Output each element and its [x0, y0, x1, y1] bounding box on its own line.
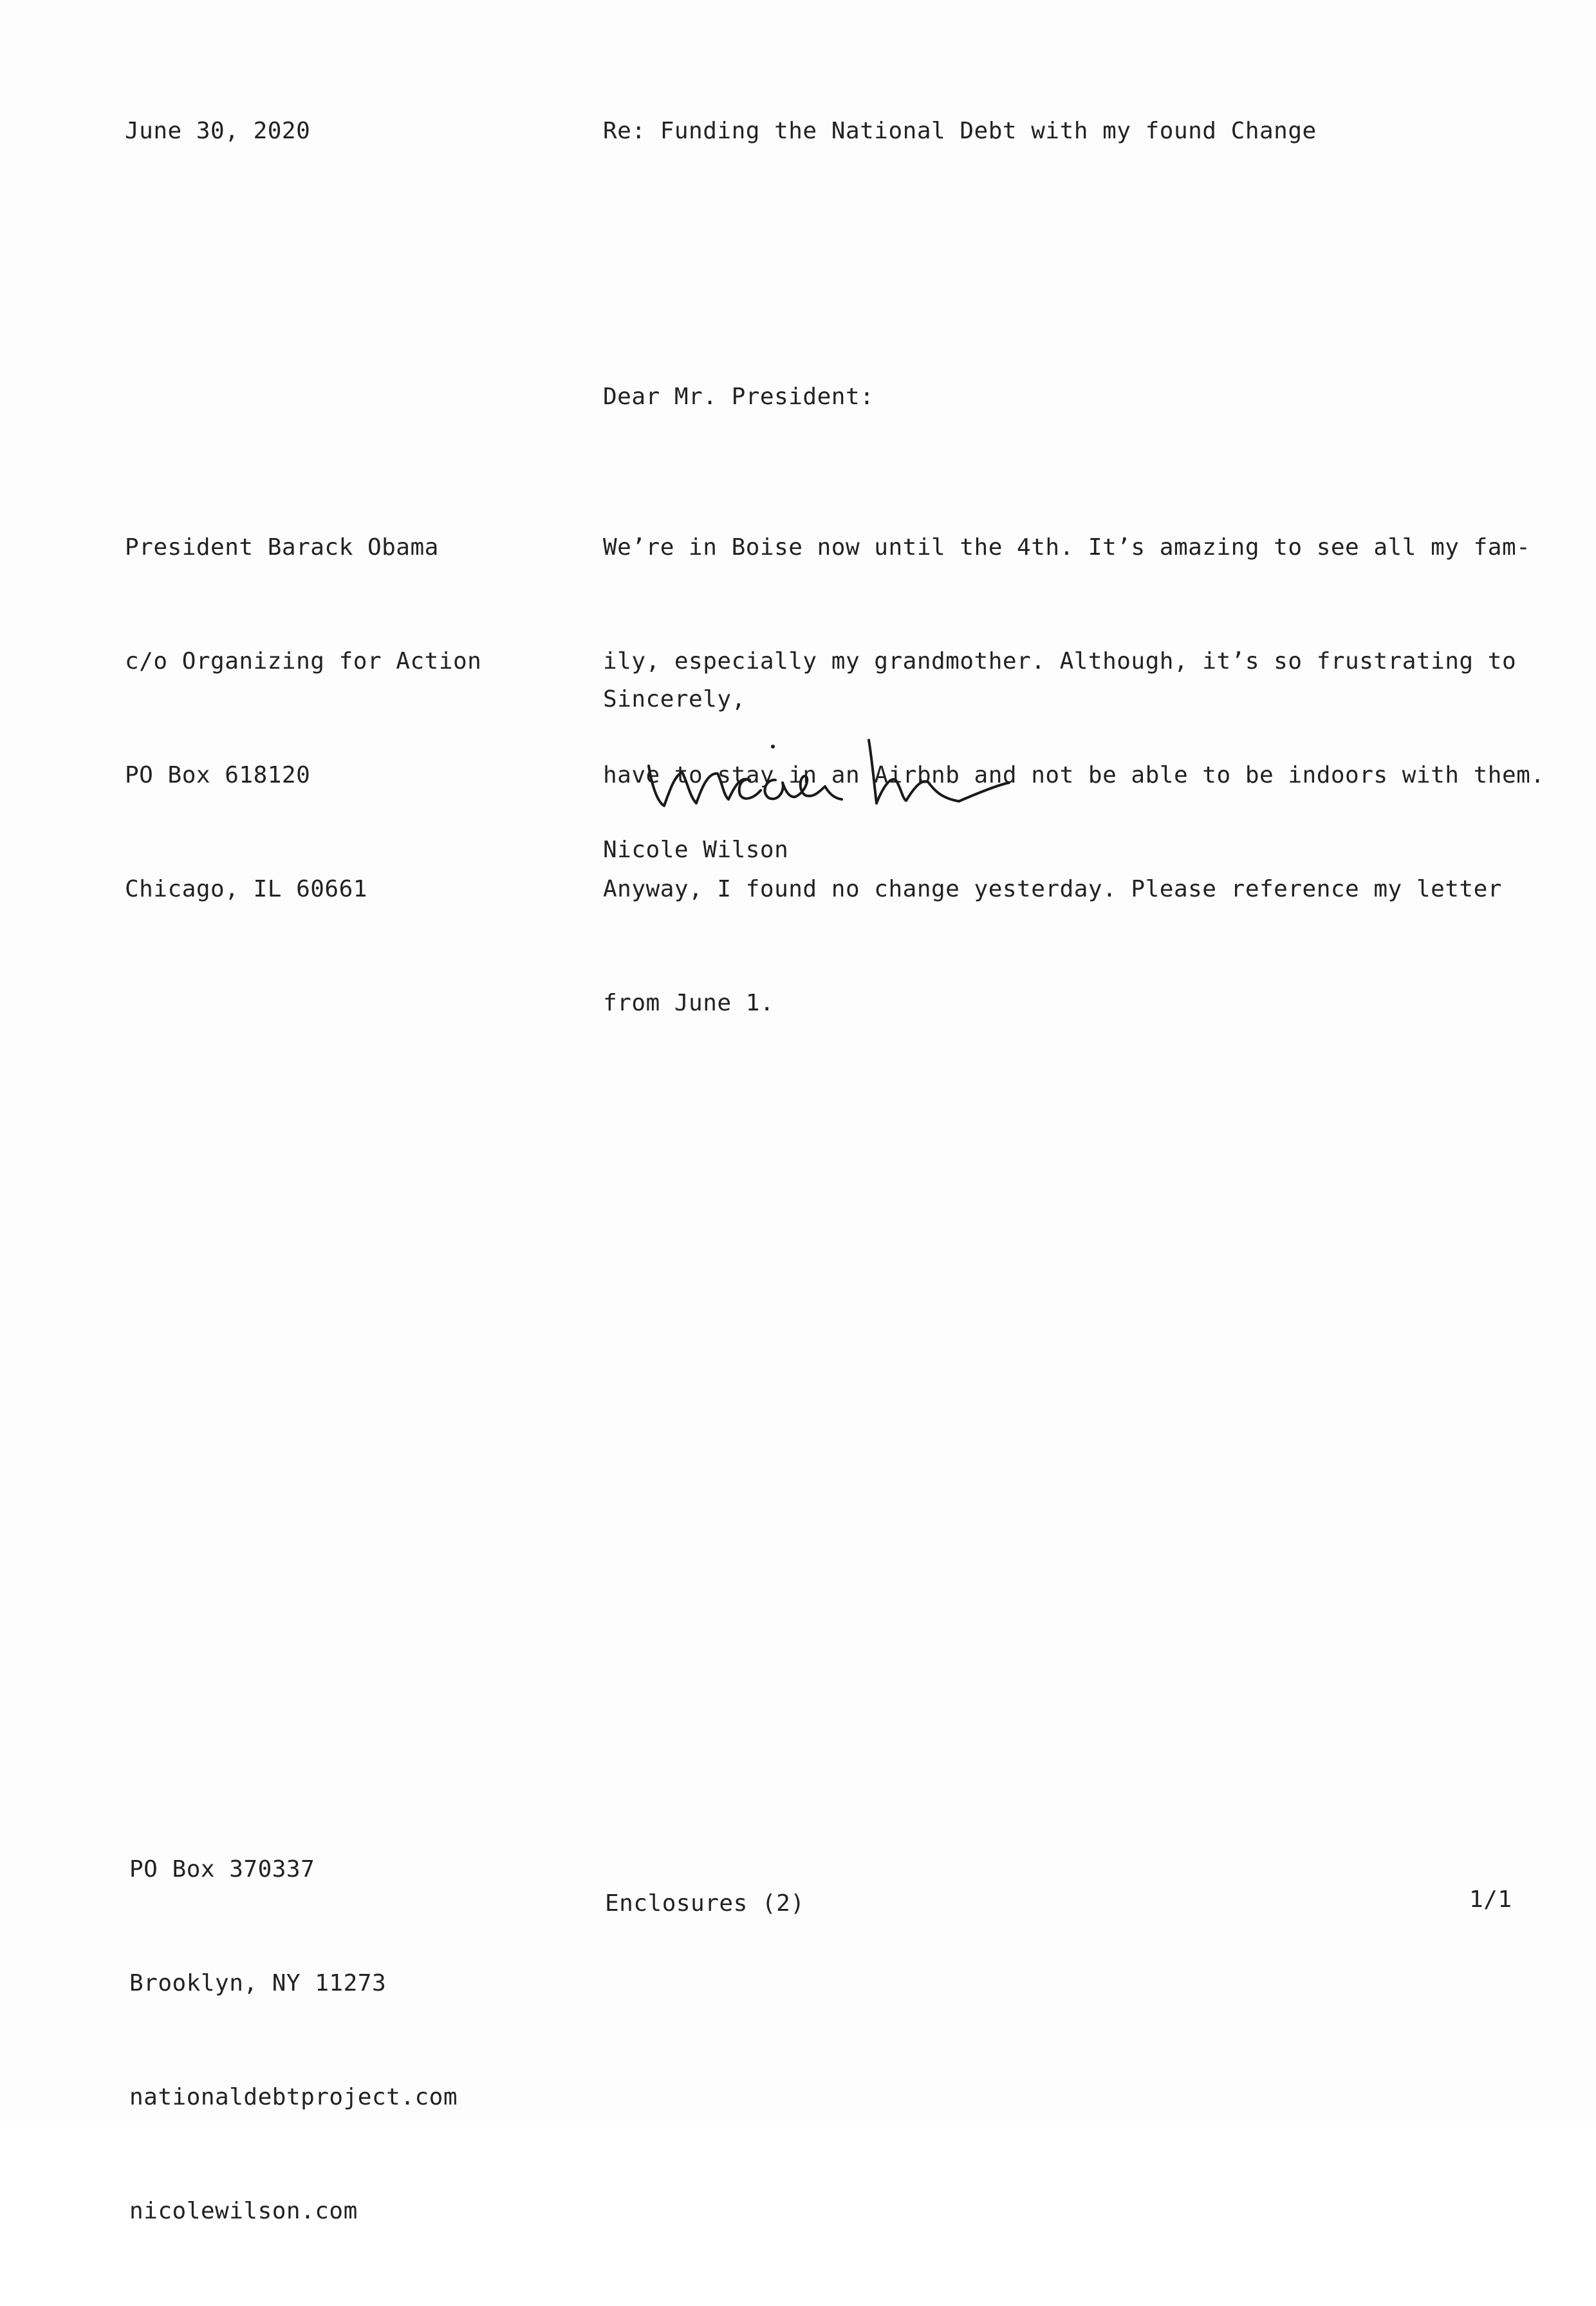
- recipient-address: [125, 452, 481, 984]
- recipient-line: c/o Organizing for Action: [125, 648, 482, 674]
- recipient-line: PO Box 618120: [125, 762, 311, 788]
- subject-line: Re: Funding the National Debt with my found Change: [603, 118, 1317, 144]
- body-line: have to stay in an Airbnb and not be able to be indoors with them.: [603, 762, 1545, 788]
- sender-name: Nicole Wilson: [603, 837, 789, 863]
- recipient-line: President Barack Obama: [125, 534, 439, 561]
- footer-website-link: nicolewilson.com: [129, 2198, 358, 2224]
- footer-website-link: nationaldebtproject.com: [129, 2084, 458, 2110]
- enclosures-note: Enclosures (2): [605, 1890, 805, 1917]
- sender-footer-address: [129, 1774, 458, 2306]
- footer-line: Brooklyn, NY 11273: [129, 1970, 387, 1996]
- salutation: Dear Mr. President:: [603, 384, 875, 410]
- page-number: 1/1: [1469, 1886, 1512, 1913]
- letter-date: June 30, 2020: [125, 118, 311, 144]
- footer-line: PO Box 370337: [129, 1856, 315, 1883]
- handwritten-signature: [637, 721, 1036, 830]
- closing: Sincerely,: [603, 686, 746, 712]
- body-line: Anyway, I found no change yesterday. Please reference my letter: [603, 876, 1502, 902]
- body-line: from June 1.: [603, 990, 775, 1016]
- body-line: ily, especially my grandmother. Although, it’s so frustrating to: [603, 648, 1517, 674]
- recipient-line: Chicago, IL 60661: [125, 876, 367, 902]
- body-line: We’re in Boise now until the 4th. It’s amazing to see all my fam-: [603, 534, 1531, 561]
